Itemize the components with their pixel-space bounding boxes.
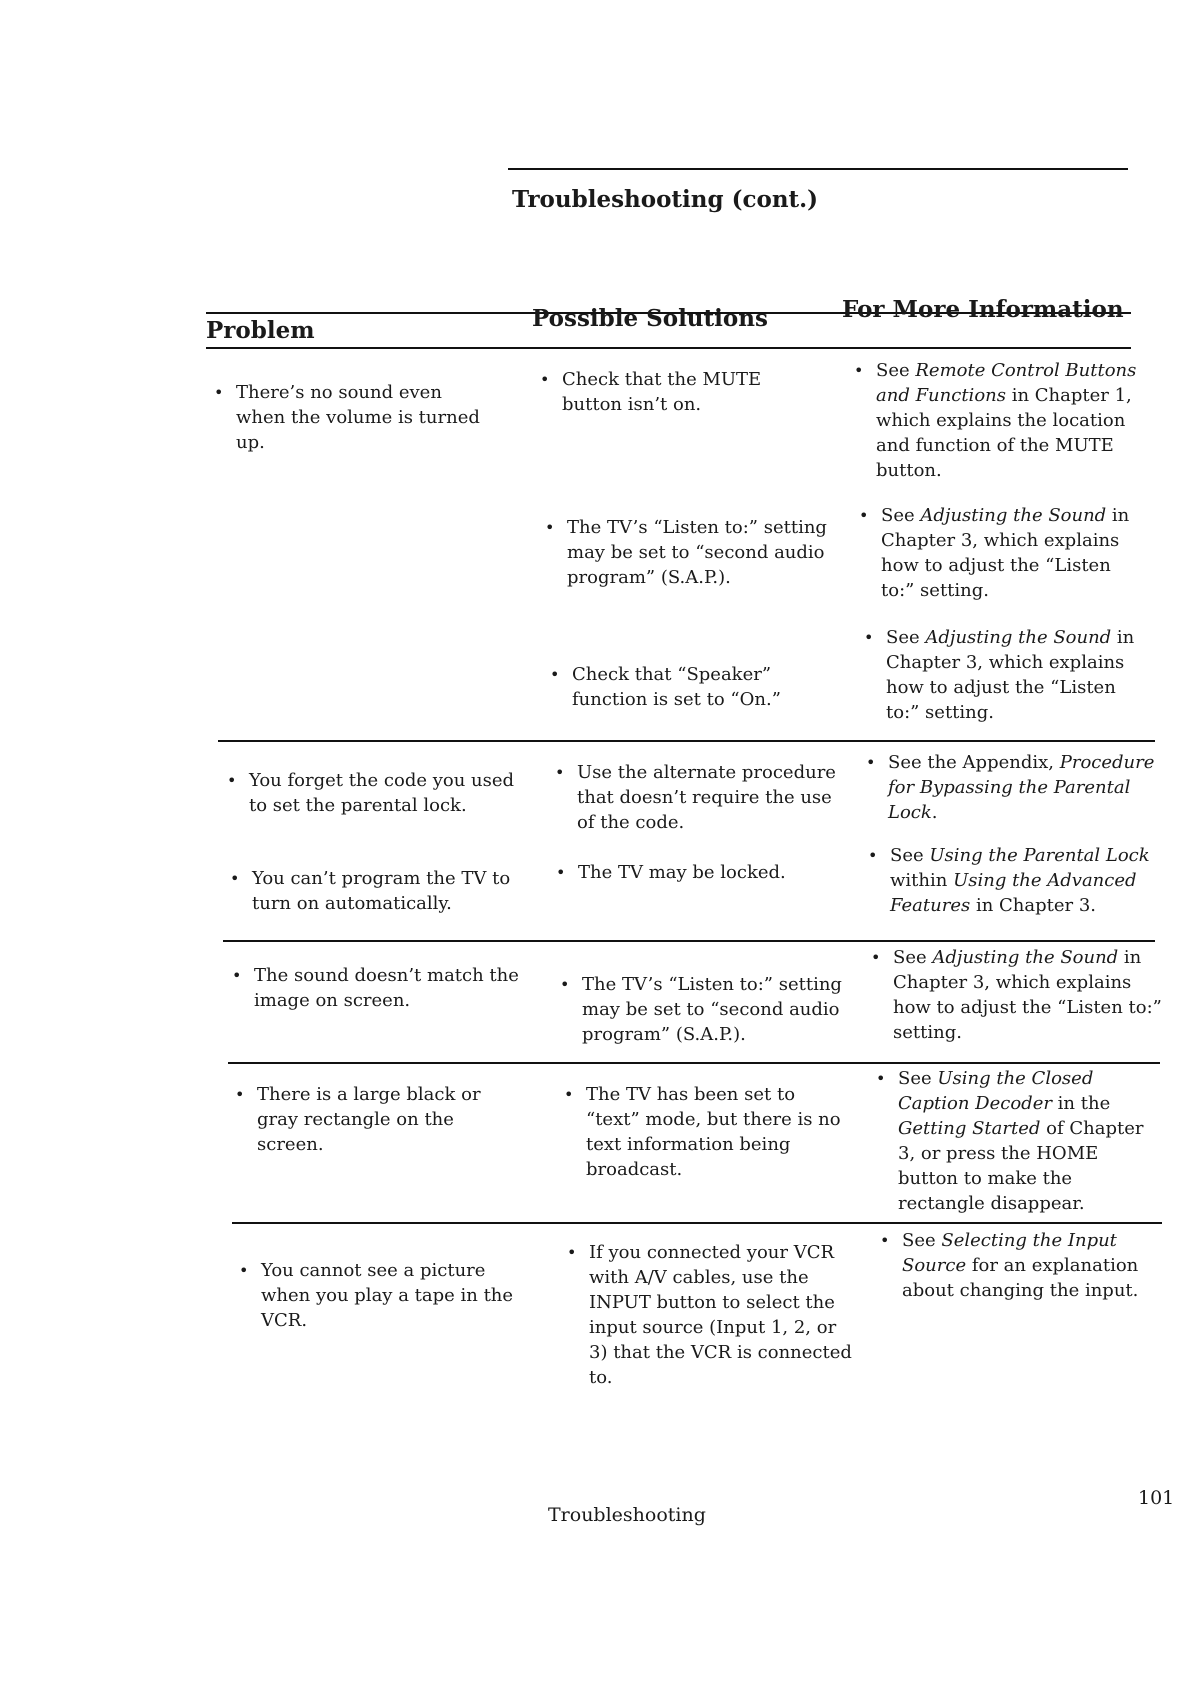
bullet-icon: • bbox=[871, 948, 881, 967]
more-info-text: See Adjusting the Sound in Chapter 3, which explains how to adjust the “Listen to:” setting. bbox=[886, 627, 1135, 723]
more-info-cell bbox=[871, 945, 1163, 1045]
bullet-icon: • bbox=[868, 846, 878, 865]
page-title: Troubleshooting (cont.) bbox=[512, 186, 819, 213]
bullet-icon: • bbox=[564, 1085, 574, 1104]
bullet-icon: • bbox=[556, 863, 566, 882]
bullet-icon: • bbox=[545, 518, 555, 537]
problem-text: There is a large black or gray rectangle on the screen. bbox=[257, 1084, 481, 1155]
more-info-text: See Adjusting the Sound in Chapter 3, which explains how to adjust the “Listen to:” setting. bbox=[881, 505, 1130, 601]
bullet-icon: • bbox=[859, 506, 869, 525]
row-divider bbox=[223, 940, 1155, 942]
column-header-more-info: For More Information bbox=[842, 296, 1124, 323]
title-top-rule bbox=[508, 168, 1128, 170]
more-info-cell bbox=[868, 843, 1165, 918]
more-info-text: See Adjusting the Sound in Chapter 3, which explains how to adjust the “Listen to:” setting. bbox=[893, 947, 1162, 1043]
more-info-text: See Using the Parental Lock within Using the Advanced Features in Chapter 3. bbox=[890, 845, 1150, 916]
bullet-icon: • bbox=[555, 763, 565, 782]
bullet-icon: • bbox=[854, 361, 864, 380]
solution-cell bbox=[560, 972, 852, 1047]
bullet-icon: • bbox=[239, 1261, 249, 1280]
page-number: 101 bbox=[1138, 1487, 1175, 1509]
more-info-text: See Using the Closed Caption Decoder in the Getting Started of Chapter 3, or press the HOME button to make the rectangle disappear. bbox=[898, 1068, 1144, 1214]
more-info-text: See Selecting the Input Source for an explanation about changing the input. bbox=[902, 1230, 1139, 1301]
column-header-solutions: Possible Solutions bbox=[532, 305, 768, 332]
solution-text: The TV has been set to “text” mode, but there is no text information being broadcast. bbox=[586, 1084, 841, 1180]
column-header-problem: Problem bbox=[206, 317, 315, 344]
header-bottom-rule bbox=[206, 347, 1131, 349]
problem-cell bbox=[239, 1258, 531, 1333]
more-info-text: See the Appendix, Procedure for Bypassing the Parental Lock. bbox=[888, 752, 1155, 823]
solution-cell bbox=[567, 1240, 859, 1390]
more-info-text: See Remote Control Buttons and Functions in Chapter 1, which explains the location and function of the MUTE button. bbox=[876, 360, 1137, 481]
bullet-icon: • bbox=[876, 1069, 886, 1088]
solution-cell bbox=[540, 367, 807, 417]
bullet-icon: • bbox=[235, 1085, 245, 1104]
bullet-icon: • bbox=[866, 753, 876, 772]
more-info-cell bbox=[859, 503, 1146, 603]
bullet-icon: • bbox=[540, 370, 550, 389]
more-info-cell bbox=[880, 1228, 1162, 1303]
problem-text: The sound doesn’t match the image on screen. bbox=[254, 965, 519, 1011]
problem-text: You forget the code you used to set the parental lock. bbox=[249, 770, 515, 816]
more-info-cell bbox=[854, 358, 1146, 483]
bullet-icon: • bbox=[880, 1231, 890, 1250]
more-info-cell bbox=[876, 1066, 1160, 1216]
row-divider bbox=[218, 740, 1155, 742]
bullet-icon: • bbox=[232, 966, 242, 985]
footer-section-label: Troubleshooting bbox=[548, 1504, 706, 1526]
solution-text: The TV’s “Listen to:” setting may be set to “second audio program” (S.A.P.). bbox=[582, 974, 842, 1045]
bullet-icon: • bbox=[560, 975, 570, 994]
row-divider bbox=[232, 1222, 1162, 1224]
problem-text: You cannot see a picture when you play a tape in the VCR. bbox=[261, 1260, 514, 1331]
more-info-cell bbox=[864, 625, 1151, 725]
bullet-icon: • bbox=[567, 1243, 577, 1262]
more-info-cell bbox=[866, 750, 1163, 825]
bullet-icon: • bbox=[214, 383, 224, 402]
bullet-icon: • bbox=[864, 628, 874, 647]
solution-text: If you connected your VCR with A/V cables, use the INPUT button to select the input source (Input 1, 2, or 3) that the VCR is connected to. bbox=[589, 1242, 852, 1388]
solution-cell bbox=[555, 760, 847, 835]
solution-cell bbox=[564, 1082, 846, 1182]
problem-cell bbox=[232, 963, 534, 1013]
bullet-icon: • bbox=[230, 869, 240, 888]
solution-text: Check that “Speaker” function is set to “On.” bbox=[572, 664, 781, 710]
solution-cell bbox=[545, 515, 832, 590]
solution-cell bbox=[556, 860, 838, 885]
solution-text: The TV may be locked. bbox=[578, 862, 786, 883]
problem-text: You can’t program the TV to turn on automatically. bbox=[252, 868, 511, 914]
problem-text: There’s no sound even when the volume is turned up. bbox=[236, 382, 480, 453]
problem-cell bbox=[227, 768, 534, 818]
row-divider bbox=[228, 1062, 1160, 1064]
solution-cell bbox=[550, 662, 817, 712]
solution-text: The TV’s “Listen to:” setting may be set to “second audio program” (S.A.P.). bbox=[567, 517, 827, 588]
solution-text: Check that the MUTE button isn’t on. bbox=[562, 369, 762, 415]
problem-cell bbox=[230, 866, 522, 916]
solution-text: Use the alternate procedure that doesn’t require the use of the code. bbox=[577, 762, 836, 833]
bullet-icon: • bbox=[227, 771, 237, 790]
problem-cell bbox=[214, 380, 496, 455]
problem-cell bbox=[235, 1082, 522, 1157]
bullet-icon: • bbox=[550, 665, 560, 684]
